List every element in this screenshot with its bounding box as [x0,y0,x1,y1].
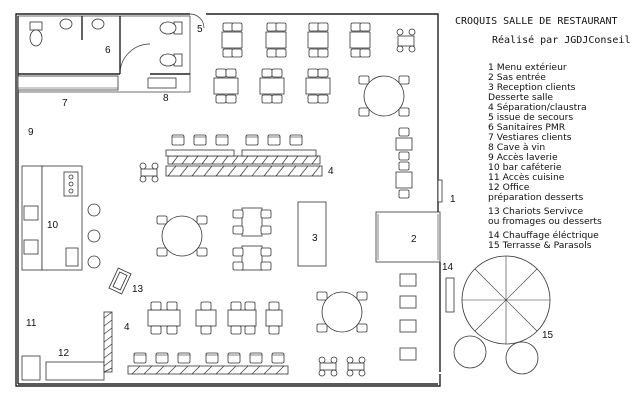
legend-item: 11 Accès cuisine [488,172,565,183]
legend-item: 13 Chariots Servivce [488,206,584,217]
coffee-bar [22,166,82,270]
legend-item: 6 Sanitaires PMR [488,122,566,133]
service-trolley [109,268,131,294]
label-9: 9 [28,127,34,138]
label-4-upper: 4 [328,166,334,177]
outdoor-menu-board [438,180,442,202]
plan-subtitle: Réalisé par JGDJConseil [492,35,631,46]
table-group-top [222,23,370,57]
round-table [359,76,409,116]
table-group-center [233,208,271,270]
bottom-banquette [128,353,288,374]
entrance-airlock [376,212,440,262]
legend-item: 12 Office [488,182,530,193]
legend-item: 10 bar caféterie [488,162,562,173]
partition-lower [104,312,112,372]
toilet-icon [160,22,182,34]
label-6: 6 [105,45,111,56]
service-cart-icon [319,357,337,376]
partition-chairs [172,135,302,145]
legend-item: 9 Accès laverie [488,152,558,163]
label-13: 13 [132,284,144,295]
label-12: 12 [58,348,70,359]
toilet-icon [160,54,182,66]
label-8: 8 [163,93,169,104]
electric-heater [446,278,454,312]
label-11: 11 [26,318,37,329]
service-cart-icon [397,29,415,52]
legend [488,62,602,251]
legend-item: préparation desserts [488,192,584,203]
office-cabinet [22,356,40,380]
label-10: 10 [47,220,59,231]
table-group-lower-middle [148,302,282,334]
round-table [317,292,367,332]
legend-item: 2 Sas entrée [488,72,546,83]
table-group-right-column [400,274,416,360]
service-cart-icon [140,163,158,182]
legend-item: 15 Terrasse & Parasols [488,240,592,251]
legend-item: ou fromages ou desserts [488,216,602,227]
toilet-icon [30,22,42,46]
terrace-parasol [462,256,550,344]
legend-item: 1 Menu extérieur [488,62,567,73]
table-group-right [396,128,412,198]
office-counter [46,362,104,380]
label-15: 15 [542,330,554,341]
plan-title: CROQUIS SALLE DE RESTAURANT [455,16,618,27]
partition-upper [166,156,322,176]
legend-item: 7 Vestiares clients [488,132,572,143]
legend-item: Desserte salle [488,92,554,103]
legend-item: 8 Cave à vin [488,142,546,153]
service-cart-icon [347,357,365,376]
cloakroom [18,76,118,90]
label-5: 5 [197,24,203,35]
legend-item: 3 Reception clients [488,82,576,93]
round-table [157,216,207,256]
label-2: 2 [411,234,417,245]
legend-item: 4 Séparation/claustra [488,102,587,113]
legend-item: 5 issue de secours [488,112,574,123]
label-4-lower: 4 [124,322,130,333]
table-row-upper [166,150,316,156]
label-14: 14 [442,262,454,273]
label-3: 3 [312,233,318,244]
wine-cellar [148,78,176,88]
legend-item: 14 Chauffage éléctrique [488,230,599,241]
label-1: 1 [450,194,456,205]
bar-stools [88,204,100,268]
table-group-second [214,69,330,103]
label-7: 7 [62,98,68,109]
